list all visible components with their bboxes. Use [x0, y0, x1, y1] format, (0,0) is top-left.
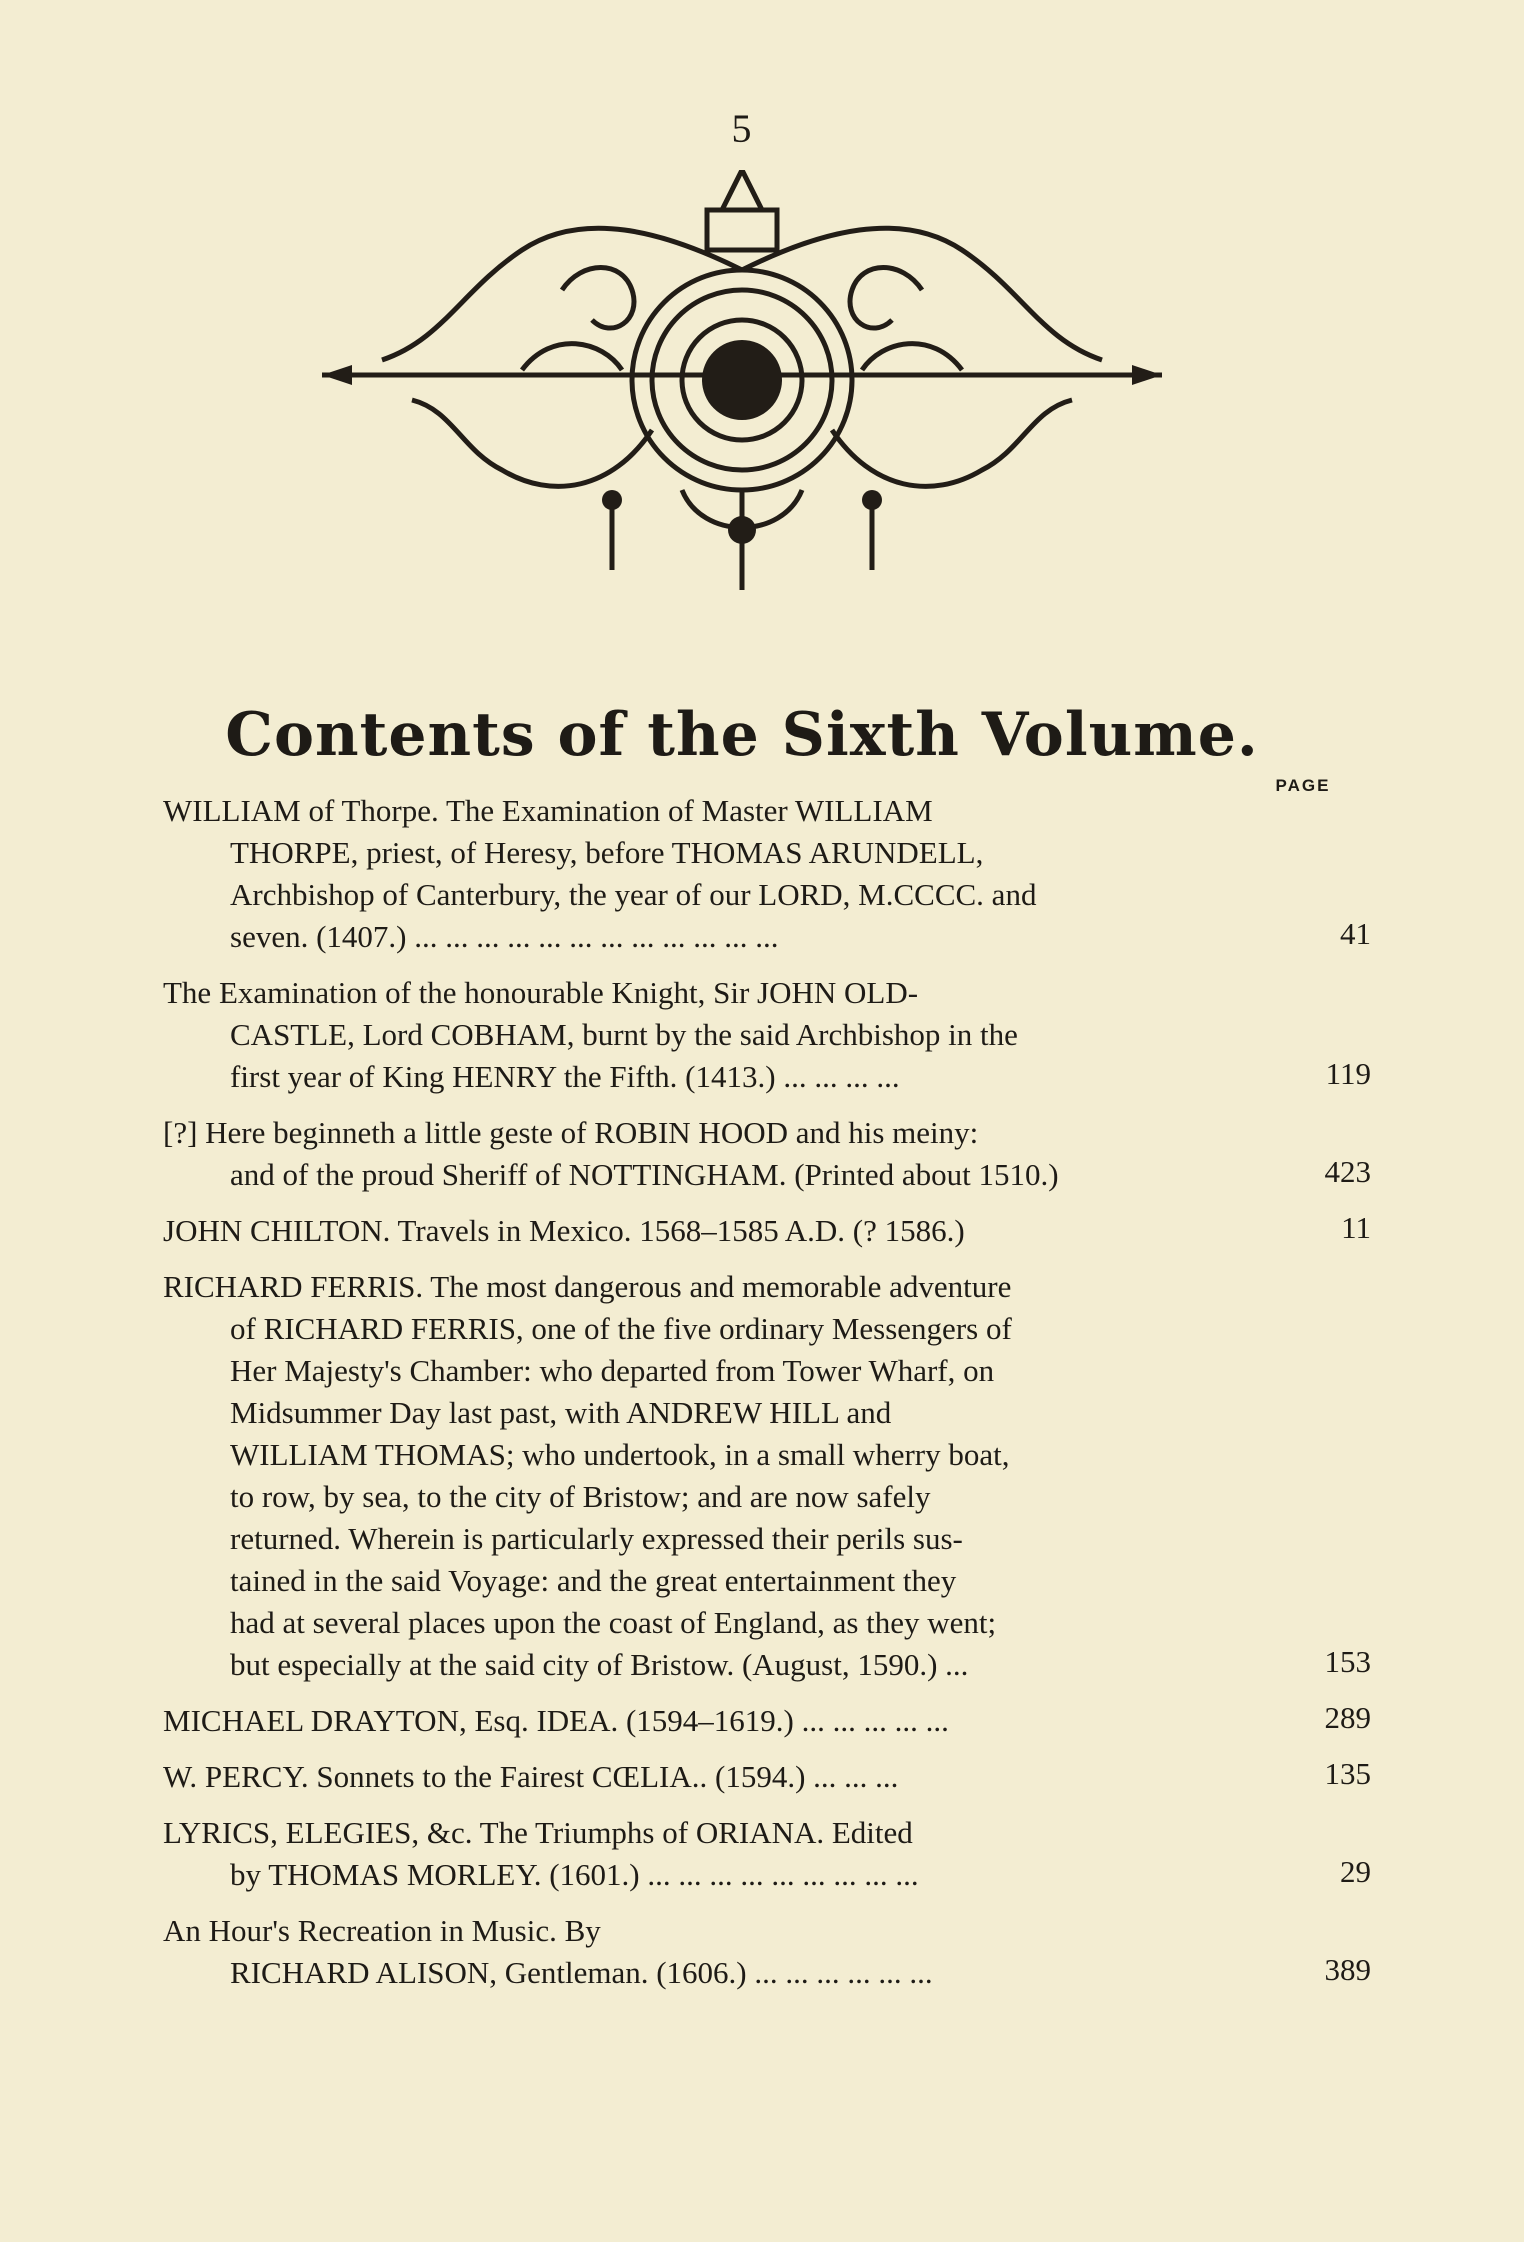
toc-entry-page-number: 41 — [1340, 916, 1371, 951]
toc-entry-line: WILLIAM of Thorpe. The Examination of Master WILLIAM — [163, 793, 933, 828]
toc-entry-line: LYRICS, ELEGIES, &c. The Triumphs of ORIANA. Edited — [163, 1815, 913, 1850]
toc-entry-page-number: 153 — [1324, 1644, 1371, 1679]
toc-entry-line: [?] Here beginneth a little geste of ROBIN HOOD and his meiny: — [163, 1115, 979, 1150]
toc-entry-line: Her Majesty's Chamber: who departed from Tower Wharf, on — [230, 1353, 995, 1388]
toc-entry-line: MICHAEL DRAYTON, Esq. IDEA. (1594–1619.) ... ... ... ... ... — [163, 1703, 949, 1738]
toc-entry — [163, 1756, 1371, 1798]
toc-entry-line: CASTLE, Lord COBHAM, burnt by the said Archbishop in the — [230, 1017, 1018, 1052]
toc-entry — [163, 790, 1371, 958]
toc-entry-page-number: 11 — [1341, 1210, 1371, 1245]
contents-heading: Contents of the Sixth Volume. — [225, 700, 1259, 770]
toc-entry-line: seven. (1407.) ... ... ... ... ... ... ... ... ... ... ... ... — [230, 919, 779, 954]
toc-entry-line: returned. Wherein is particularly expressed their perils sus- — [230, 1521, 963, 1556]
toc-entry-line: An Hour's Recreation in Music. By — [163, 1913, 601, 1948]
toc-entry-line: of RICHARD FERRIS, one of the five ordinary Messengers of — [230, 1311, 1012, 1346]
toc-entry-page-number: 423 — [1324, 1154, 1371, 1189]
toc-entry-page-number: 289 — [1324, 1700, 1371, 1735]
toc-entry — [163, 1266, 1371, 1686]
toc-entry-line: Midsummer Day last past, with ANDREW HILL and — [230, 1395, 892, 1430]
toc-entry-page-number: 389 — [1324, 1952, 1371, 1987]
table-of-contents — [163, 790, 1371, 2008]
toc-entry-page-number: 119 — [1325, 1056, 1371, 1091]
toc-entry-line: RICHARD FERRIS. The most dangerous and memorable adventure — [163, 1269, 1012, 1304]
toc-entry-line: and of the proud Sheriff of NOTTINGHAM. (Printed about 1510.) — [230, 1157, 1059, 1192]
toc-entry-line: WILLIAM THOMAS; who undertook, in a small wherry boat, — [230, 1437, 1010, 1472]
toc-entry-line: THORPE, priest, of Heresy, before THOMAS ARUNDELL, — [230, 835, 984, 870]
toc-entry-line: JOHN CHILTON. Travels in Mexico. 1568–1585 A.D. (? 1586.) — [163, 1213, 965, 1248]
toc-entry-line: The Examination of the honourable Knight, Sir JOHN OLD- — [163, 975, 919, 1010]
toc-entry-line: tained in the said Voyage: and the great entertainment they — [230, 1563, 957, 1598]
toc-entry-line: RICHARD ALISON, Gentleman. (1606.) ... ... ... ... ... ... — [230, 1955, 933, 1990]
toc-entry-line: to row, by sea, to the city of Bristow; and are now safely — [230, 1479, 931, 1514]
toc-entry — [163, 1700, 1371, 1742]
toc-entry — [163, 1812, 1371, 1896]
toc-entry — [163, 1910, 1371, 1994]
toc-entry-line: but especially at the said city of Bristow. (August, 1590.) ... — [230, 1647, 969, 1682]
toc-entry — [163, 972, 1371, 1098]
toc-entry-line: W. PERCY. Sonnets to the Fairest CŒLIA.. (1594.) ... ... ... — [163, 1759, 899, 1794]
toc-entry — [163, 1112, 1371, 1196]
toc-entry-page-number: 135 — [1324, 1756, 1371, 1791]
toc-entry-page-number: 29 — [1340, 1854, 1371, 1889]
toc-entry — [163, 1210, 1371, 1252]
page-number: 5 — [731, 106, 753, 151]
ornament-illustration — [322, 170, 1162, 600]
toc-entry-line: first year of King HENRY the Fifth. (1413.) ... ... ... ... — [230, 1059, 900, 1094]
toc-entry-line: by THOMAS MORLEY. (1601.) ... ... ... ... ... ... ... ... ... — [230, 1857, 919, 1892]
toc-entry-line: had at several places upon the coast of England, as they went; — [230, 1605, 997, 1640]
toc-entry-line: Archbishop of Canterbury, the year of our LORD, M.CCCC. and — [230, 877, 1037, 912]
page-column-header: PAGE — [1275, 776, 1331, 795]
